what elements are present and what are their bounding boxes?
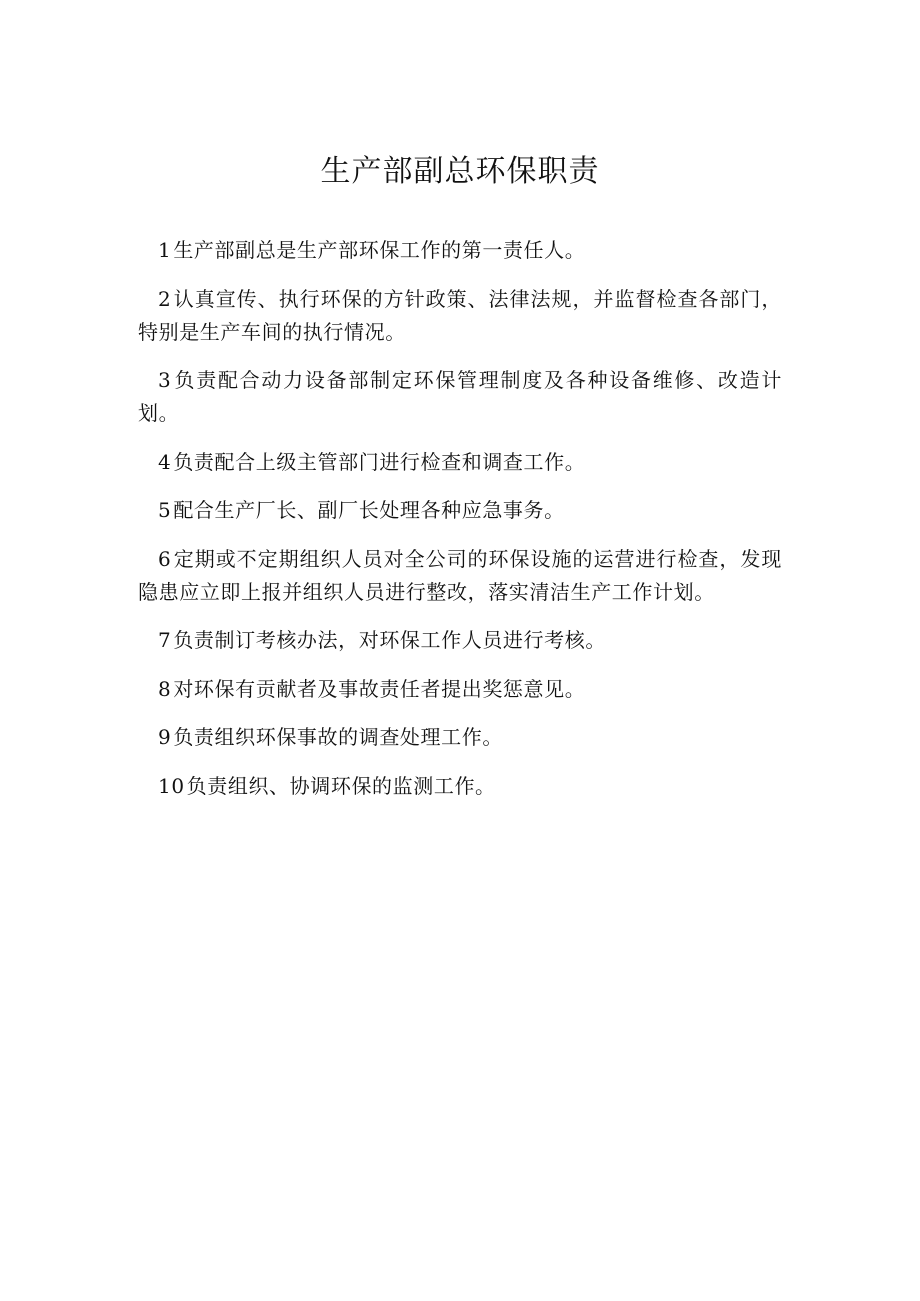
item-number: 10	[158, 773, 185, 798]
item-text: 负责配合动力设备部制定环保管理制度及各种设备维修、改造计划。	[138, 368, 782, 425]
item-number: 4	[158, 449, 172, 474]
item-text: 负责制订考核办法，对环保工作人员进行考核。	[173, 628, 606, 652]
duty-item	[138, 494, 782, 527]
duty-item	[138, 283, 782, 349]
duty-item	[138, 721, 782, 754]
item-text: 定期或不定期组织人员对全公司的环保设施的运营进行检查，发现隐患应立即上报并组织人员进行整改，落实清洁生产工作计划。	[138, 546, 782, 604]
duty-item	[138, 446, 782, 479]
duty-item	[138, 624, 782, 657]
item-number: 6	[158, 546, 172, 571]
duty-item	[138, 770, 782, 803]
item-text: 负责配合上级主管部门进行检查和调查工作。	[173, 449, 586, 474]
item-text: 对环保有贡献者及事故责任者提出奖惩意见。	[173, 676, 586, 701]
item-number: 1	[158, 238, 172, 262]
item-number: 8	[158, 676, 172, 701]
item-number: 5	[158, 498, 172, 522]
document-title: 生产部副总环保职责	[320, 154, 600, 189]
duty-item	[138, 543, 782, 609]
item-text: 配合生产厂长、副厂长处理各种应急事务。	[173, 498, 565, 522]
item-number: 3	[158, 368, 172, 392]
item-number: 2	[158, 286, 172, 311]
item-text: 负责组织、协调环保的监测工作。	[186, 773, 496, 798]
duty-item	[138, 673, 782, 706]
item-text: 认真宣传、执行环保的方针政策、法律法规，并监督检查各部门，特别是生产车间的执行情况。	[138, 286, 782, 344]
item-number: 9	[158, 725, 172, 749]
duty-item	[138, 234, 782, 267]
item-number: 7	[158, 628, 172, 652]
item-text: 负责组织环保事故的调查处理工作。	[173, 725, 503, 749]
duty-item	[138, 364, 782, 430]
item-text: 生产部副总是生产部环保工作的第一责任人。	[173, 238, 586, 262]
